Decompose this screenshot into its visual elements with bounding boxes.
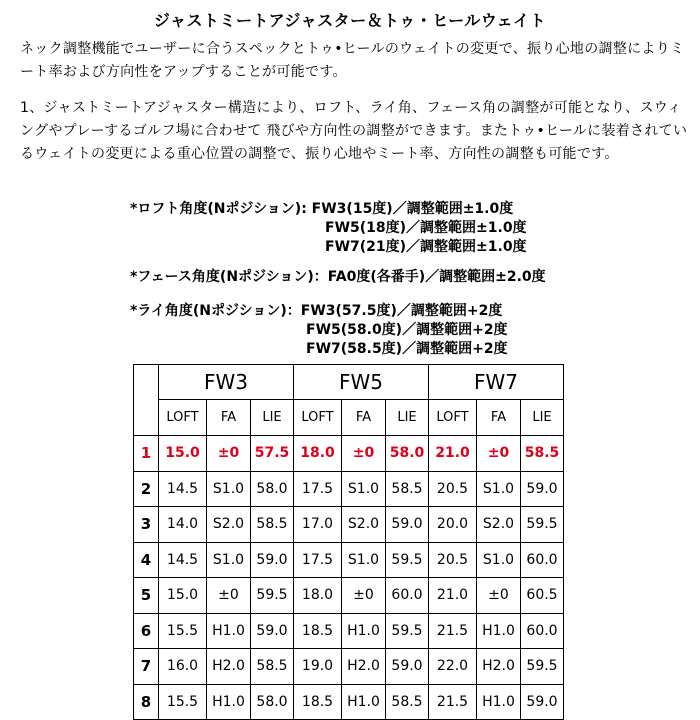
position-number: 5 [134, 578, 159, 614]
table-cell: 22.0 [429, 649, 477, 685]
sub-header-lie: LIE [386, 400, 429, 436]
table-cell: H1.0 [342, 613, 386, 649]
table-cell: 60.0 [386, 578, 429, 614]
table-cell: 15.5 [159, 684, 207, 720]
table-cell: ±0 [342, 578, 386, 614]
table-cell: 58.5 [521, 436, 564, 472]
model-header-fw3: FW3 [159, 365, 294, 400]
table-cell: 59.5 [386, 542, 429, 578]
table-cell: 59.0 [386, 507, 429, 543]
intro-paragraph: ネック調整機能でユーザーに合うスペックとトゥ•ヒールのウェイトの変更で、振り心地の調整によりミート率および方向性をアップすることが可能です。 [20, 41, 685, 80]
position-number: 3 [134, 507, 159, 543]
table-cell: 17.5 [294, 471, 342, 507]
feature-paragraph: 1、ジャストミートアジャスター構造により、ロフト、ライ角、フェース角の調整が可能となり、スウィングやプレーするゴルフ場に合わせて 飛びや方向性の調整ができます。またトゥ•ヒールに装着されているウェイトの変更による重心位置の調整で、振り心地やミート率、方向性の調整も可能です。 [20, 100, 688, 162]
table-cell: 59.0 [386, 649, 429, 685]
table-cell: 58.0 [251, 684, 294, 720]
table-body [134, 436, 564, 720]
table-cell: ±0 [477, 578, 521, 614]
lie-spec-line: FW7(58.5度)／調整範囲+2度 [306, 341, 508, 357]
table-cell: S1.0 [477, 542, 521, 578]
table-cell: 18.0 [294, 578, 342, 614]
sub-header-fa: FA [207, 400, 251, 436]
table-cell: 18.0 [294, 436, 342, 472]
table-cell: 59.0 [251, 613, 294, 649]
table-row [134, 507, 564, 543]
table-cell: 21.5 [429, 613, 477, 649]
sub-header-loft: LOFT [294, 400, 342, 436]
table-cell: 58.5 [251, 649, 294, 685]
table-cell: 59.5 [521, 649, 564, 685]
table-row [134, 649, 564, 685]
table-cell: 58.0 [386, 436, 429, 472]
position-number: 8 [134, 684, 159, 720]
table-cell: S2.0 [207, 507, 251, 543]
position-number: 6 [134, 613, 159, 649]
table-cell: 59.0 [521, 684, 564, 720]
face-spec [130, 268, 546, 287]
table-cell: 59.5 [521, 507, 564, 543]
table-cell: 58.0 [251, 471, 294, 507]
table-cell: 60.0 [521, 613, 564, 649]
table-cell: 20.0 [429, 507, 477, 543]
table-cell: 17.0 [294, 507, 342, 543]
table-row [134, 436, 564, 472]
lie-spec-line: *ライ角度(Nポジション)：FW3(57.5度)／調整範囲+2度 [130, 303, 503, 319]
table-cell: 58.5 [386, 471, 429, 507]
lie-spec-line: FW5(58.0度)／調整範囲+2度 [306, 322, 508, 338]
table-cell: 21.5 [429, 684, 477, 720]
table-cell: 18.5 [294, 684, 342, 720]
table-cell: 17.5 [294, 542, 342, 578]
table-cell: H2.0 [342, 649, 386, 685]
face-spec-line: *フェース角度(Nポジション)：FA0度(各番手)／調整範囲±2.0度 [130, 269, 546, 285]
table-row [134, 578, 564, 614]
loft-spec-line: *ロフト角度(Nポジション): FW3(15度)／調整範囲±1.0度 [130, 201, 514, 217]
table-cell: 59.0 [251, 542, 294, 578]
model-header-fw7: FW7 [429, 365, 564, 400]
table-cell: 20.5 [429, 542, 477, 578]
table-cell: ±0 [477, 436, 521, 472]
table-cell: H2.0 [207, 649, 251, 685]
table-cell: 14.0 [159, 507, 207, 543]
table-cell: H1.0 [342, 684, 386, 720]
loft-spec-line: FW7(21度)／調整範囲±1.0度 [325, 239, 527, 255]
table-cell: 15.5 [159, 613, 207, 649]
position-number: 7 [134, 649, 159, 685]
lie-spec [130, 302, 508, 359]
table-row [134, 471, 564, 507]
table-cell: S1.0 [342, 471, 386, 507]
table-corner [134, 365, 159, 436]
table-cell: H1.0 [207, 684, 251, 720]
sub-header-row [134, 400, 564, 436]
table-cell: S1.0 [342, 542, 386, 578]
position-number: 1 [134, 436, 159, 472]
table-cell: S1.0 [207, 471, 251, 507]
table-cell: 60.0 [521, 542, 564, 578]
table-cell: S2.0 [342, 507, 386, 543]
sub-header-fa: FA [342, 400, 386, 436]
table-cell: 14.5 [159, 471, 207, 507]
loft-spec-line: FW5(18度)／調整範囲±1.0度 [325, 220, 527, 236]
table-cell: 16.0 [159, 649, 207, 685]
table-cell: 58.5 [386, 684, 429, 720]
table-row [134, 684, 564, 720]
table-cell: S1.0 [207, 542, 251, 578]
table-cell: 57.5 [251, 436, 294, 472]
page-title: ジャストミートアジャスター＆トゥ・ヒールウェイト [153, 11, 547, 30]
table-row [134, 542, 564, 578]
table-cell: H1.0 [477, 684, 521, 720]
table-cell: ±0 [342, 436, 386, 472]
table-cell: 59.0 [521, 471, 564, 507]
table-cell: 21.0 [429, 578, 477, 614]
model-header-fw5: FW5 [294, 365, 429, 400]
table-cell: 20.5 [429, 471, 477, 507]
table-cell: S2.0 [477, 507, 521, 543]
position-number: 2 [134, 471, 159, 507]
table-cell: 19.0 [294, 649, 342, 685]
table-cell: 59.5 [386, 613, 429, 649]
table-cell: 15.0 [159, 436, 207, 472]
table-cell: S1.0 [477, 471, 521, 507]
table-cell: 58.5 [251, 507, 294, 543]
table-cell: 18.5 [294, 613, 342, 649]
table-cell: 15.0 [159, 578, 207, 614]
adjustment-table [133, 364, 564, 720]
loft-spec [130, 200, 527, 257]
table-cell: H1.0 [207, 613, 251, 649]
table-cell: ±0 [207, 578, 251, 614]
sub-header-loft: LOFT [159, 400, 207, 436]
table-cell: H2.0 [477, 649, 521, 685]
position-number: 4 [134, 542, 159, 578]
table-cell: 59.5 [251, 578, 294, 614]
sub-header-fa: FA [477, 400, 521, 436]
table-cell: ±0 [207, 436, 251, 472]
model-header-row [134, 365, 564, 400]
sub-header-lie: LIE [251, 400, 294, 436]
table-cell: 60.5 [521, 578, 564, 614]
table-cell: 14.5 [159, 542, 207, 578]
sub-header-lie: LIE [521, 400, 564, 436]
sub-header-loft: LOFT [429, 400, 477, 436]
table-row [134, 613, 564, 649]
table-cell: 21.0 [429, 436, 477, 472]
table-cell: H1.0 [477, 613, 521, 649]
